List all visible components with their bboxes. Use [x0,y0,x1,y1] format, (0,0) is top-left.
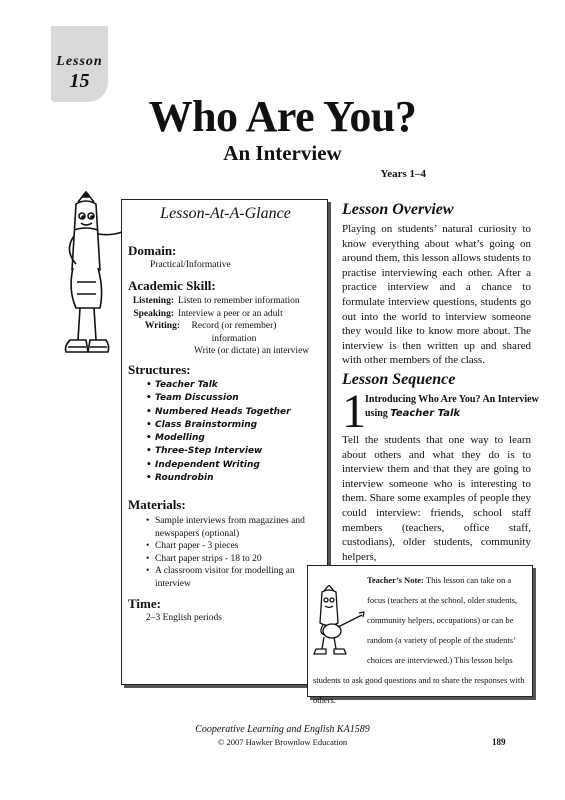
materials-heading: Materials: [128,497,186,512]
domain-heading: Domain: [128,243,177,258]
skill-label: Speaking: [133,308,174,319]
note-wrap-spacer [313,590,367,670]
structure-item: • Class Brainstorming [146,419,321,432]
structure-item: • Modelling [146,432,321,445]
lesson-number: 15 [69,70,90,92]
structure-item: • Three-Step Interview [146,445,321,458]
lesson-tab [51,26,108,102]
overview-heading: Lesson Overview [342,201,454,218]
skill-text: Record (or remember) information [191,321,277,344]
skill-text: Listen to remember information [178,296,300,306]
teachers-note-label: Teacher’s Note: [367,575,424,585]
footer-copyright: © 2007 Hawker Brownlow Education [217,737,348,747]
academic-skill-list [128,295,323,358]
material-item: • Chart paper strips - 18 to 20 [146,553,316,566]
page-subtitle: An Interview [223,141,342,165]
sequence-heading: Lesson Sequence [342,371,456,388]
material-item: • Chart paper - 3 pieces [146,540,316,553]
teachers-note-text: This lesson can take on a focus (teachers at the school, older students, community helpers, occupations) or can be random (a variety of people of the students’ choices are interviewed.) This lesson helps students to ask good questions and to share the responses with others. [313,575,525,705]
page-number: 189 [492,737,506,747]
glance-title: Lesson-At-A-Glance [160,205,291,222]
materials-list [146,515,316,590]
skill-label: Listening: [132,296,174,306]
structure-item: • Teacher Talk [146,379,321,392]
material-item: • Sample interviews from magazines and newspapers (optional) [146,515,316,540]
time-value: 2–3 English periods [146,613,222,623]
domain-value: Practical/Informative [150,260,231,270]
teachers-note [313,570,525,710]
academic-skill-heading: Academic Skill: [128,278,216,293]
skill-extra: Write (or dictate) an interview [194,346,310,356]
structure-item: • Independent Writing [146,459,321,472]
step-title-text: Introducing Who Are You? An Interview using [365,394,539,419]
lesson-label: Lesson [56,54,103,69]
structure-item: • Numbered Heads Together [146,406,321,419]
step-title [365,393,540,421]
skill-row [128,308,323,321]
skill-row [128,320,323,345]
step-number: 1 [342,385,366,438]
footer-book-title: Cooperative Learning and English KA1589 [195,724,370,735]
time-heading: Time: [128,596,161,611]
overview-text: Playing on students’ natural curiosity to know everything about what’s going on around them, this lesson allows students to practise interviewing each other. After a practice interview and a chance to formulate interview questions, students go out into the world to interview someone they would like to know more about. The interview is then written up and shared with other members of the class. [342,223,531,367]
structure-item: • Roundrobin [146,472,321,485]
structures-list [146,379,321,485]
sequence-text: Tell the students that one way to learn about others and what they do is to interview them and that they are going to interview someone who is interesting to them. Share some examples of people they could interview: friends, school staff members (teachers, office staff, custodians), older students, community helpers, [342,434,531,563]
skill-label: Writing: [144,321,180,331]
step-structure: Teacher Talk [390,408,461,419]
structures-heading: Structures: [128,362,191,377]
skill-row [128,295,323,308]
year-levels: Years 1–4 [380,168,426,180]
page-title: Who Are You? [148,92,417,141]
skill-text: Interview a peer or an adult [178,308,283,319]
structure-item: • Team Discussion [146,392,321,405]
material-item: • A classroom visitor for modelling an interview [146,565,316,590]
